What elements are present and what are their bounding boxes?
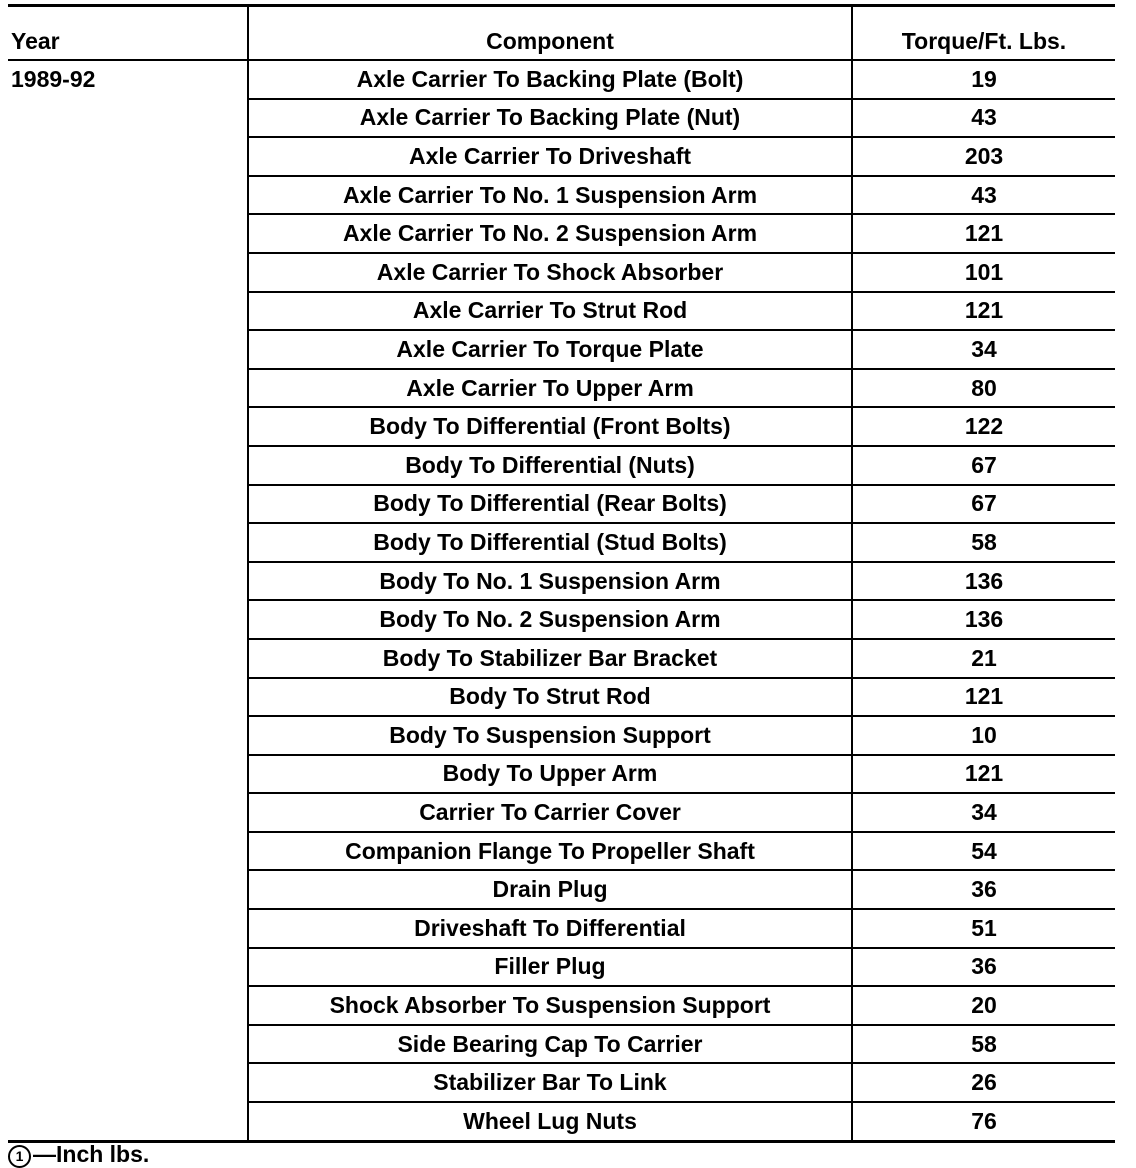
footnote (8, 1143, 149, 1168)
torque-cell: 34 (852, 793, 1115, 832)
component-cell: Body To No. 2 Suspension Arm (248, 600, 852, 639)
torque-cell: 203 (852, 137, 1115, 176)
torque-cell: 122 (852, 407, 1115, 446)
footnote-text: —Inch lbs. (33, 1141, 150, 1167)
torque-cell: 43 (852, 99, 1115, 138)
torque-cell: 101 (852, 253, 1115, 292)
torque-cell: 34 (852, 330, 1115, 369)
component-cell: Carrier To Carrier Cover (248, 793, 852, 832)
footnote-marker: 1 (8, 1145, 31, 1168)
year-cell: 1989-92 (11, 66, 96, 92)
component-cell: Drain Plug (248, 870, 852, 909)
component-cell: Axle Carrier To No. 1 Suspension Arm (248, 176, 852, 215)
component-cell: Body To Differential (Nuts) (248, 446, 852, 485)
component-cell: Axle Carrier To Driveshaft (248, 137, 852, 176)
component-column-header: Component (248, 6, 852, 61)
component-cell: Shock Absorber To Suspension Support (248, 986, 852, 1025)
component-cell: Body To Upper Arm (248, 755, 852, 794)
component-cell: Axle Carrier To Shock Absorber (248, 253, 852, 292)
torque-cell: 20 (852, 986, 1115, 1025)
component-cell: Filler Plug (248, 948, 852, 987)
torque-cell: 26 (852, 1063, 1115, 1102)
torque-cell: 58 (852, 523, 1115, 562)
torque-cell: 76 (852, 1102, 1115, 1141)
component-cell: Body To No. 1 Suspension Arm (248, 562, 852, 601)
torque-cell: 67 (852, 485, 1115, 524)
torque-cell: 43 (852, 176, 1115, 215)
torque-cell: 121 (852, 755, 1115, 794)
torque-cell: 36 (852, 948, 1115, 987)
component-cell: Axle Carrier To Backing Plate (Nut) (248, 99, 852, 138)
component-cell: Body To Stabilizer Bar Bracket (248, 639, 852, 678)
torque-cell: 121 (852, 214, 1115, 253)
component-cell: Stabilizer Bar To Link (248, 1063, 852, 1102)
table-header (8, 6, 1115, 61)
component-cell: Driveshaft To Differential (248, 909, 852, 948)
component-cell: Axle Carrier To Backing Plate (Bolt) (248, 60, 852, 99)
torque-cell: 136 (852, 562, 1115, 601)
component-cell: Body To Differential (Stud Bolts) (248, 523, 852, 562)
torque-spec-table (8, 4, 1115, 1143)
torque-cell: 121 (852, 292, 1115, 331)
torque-column-header: Torque/Ft. Lbs. (852, 6, 1115, 61)
torque-cell: 58 (852, 1025, 1115, 1064)
torque-cell: 36 (852, 870, 1115, 909)
torque-cell: 121 (852, 678, 1115, 717)
table-row (8, 60, 1115, 99)
component-cell: Axle Carrier To Strut Rod (248, 292, 852, 331)
torque-cell: 21 (852, 639, 1115, 678)
torque-cell: 10 (852, 716, 1115, 755)
component-cell: Companion Flange To Propeller Shaft (248, 832, 852, 871)
component-cell: Side Bearing Cap To Carrier (248, 1025, 852, 1064)
torque-cell: 80 (852, 369, 1115, 408)
component-cell: Wheel Lug Nuts (248, 1102, 852, 1141)
torque-cell: 67 (852, 446, 1115, 485)
component-cell: Body To Strut Rod (248, 678, 852, 717)
year-column-header: Year (8, 6, 248, 61)
component-cell: Axle Carrier To Torque Plate (248, 330, 852, 369)
torque-cell: 19 (852, 60, 1115, 99)
header-row (8, 6, 1115, 61)
component-cell: Body To Differential (Rear Bolts) (248, 485, 852, 524)
component-cell: Axle Carrier To Upper Arm (248, 369, 852, 408)
component-cell: Axle Carrier To No. 2 Suspension Arm (248, 214, 852, 253)
table-body (8, 60, 1115, 1141)
component-cell: Body To Suspension Support (248, 716, 852, 755)
torque-cell: 136 (852, 600, 1115, 639)
torque-cell: 51 (852, 909, 1115, 948)
torque-cell: 54 (852, 832, 1115, 871)
component-cell: Body To Differential (Front Bolts) (248, 407, 852, 446)
